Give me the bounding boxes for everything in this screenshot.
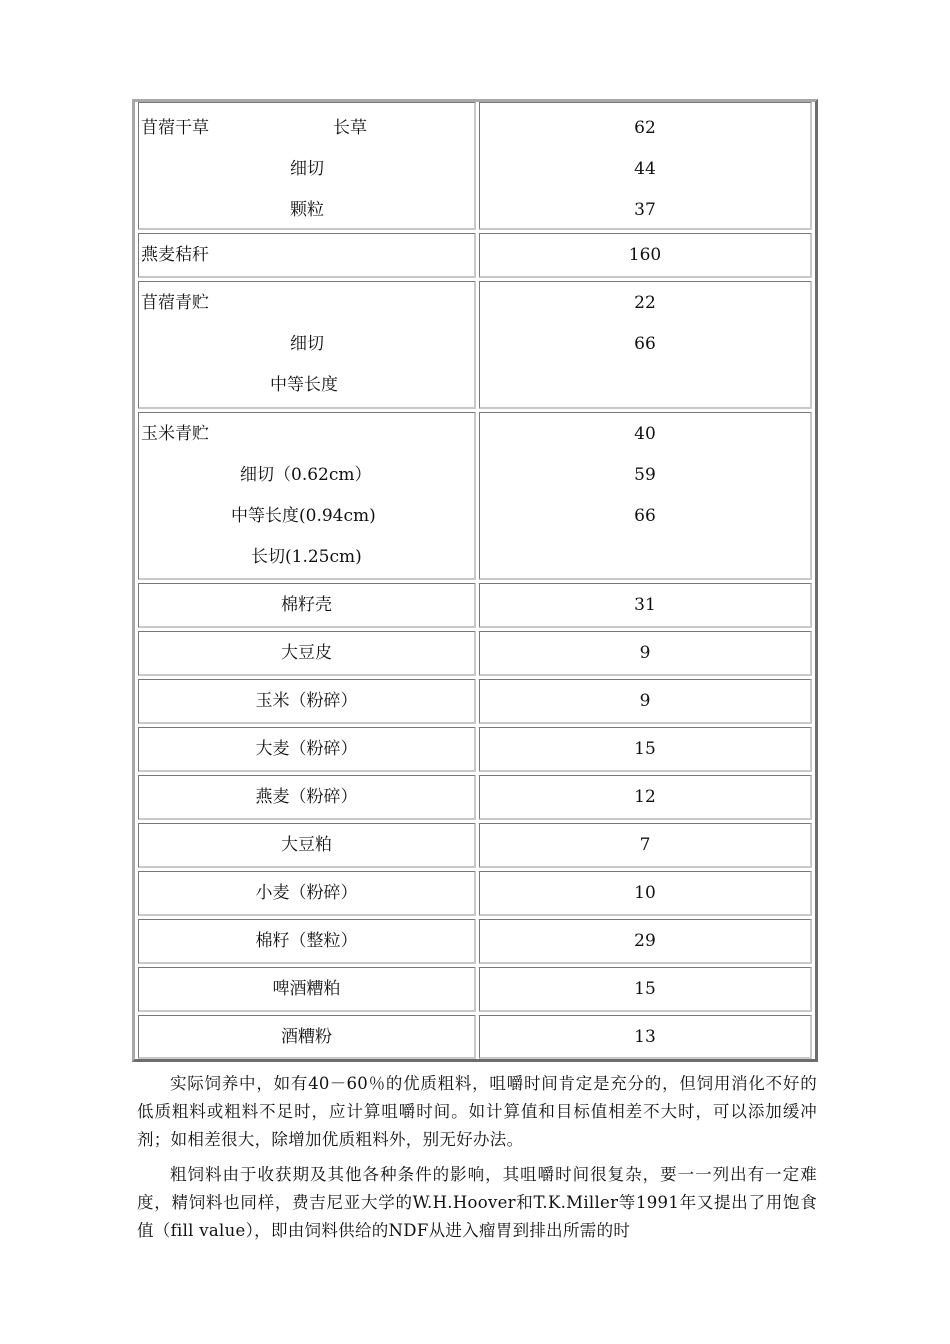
feed-name-cell	[138, 233, 476, 278]
feed-name: 酒糟粉	[281, 1027, 332, 1047]
feed-subtype: 细切	[290, 159, 324, 179]
feed-name: 玉米（粉碎）	[255, 691, 358, 711]
table-row	[138, 967, 812, 1012]
feed-name: 燕麦秸秆	[141, 245, 209, 265]
value-cell	[479, 233, 812, 278]
feed-name-cell	[138, 412, 476, 580]
feed-name: 玉米青贮	[141, 424, 209, 444]
feed-subtype: 长切(1.25cm)	[251, 547, 362, 567]
chewing-value: 9	[639, 691, 651, 711]
feed-subtype: 中等长度(0.94cm)	[231, 506, 376, 526]
feed-name: 燕麦（粉碎）	[255, 787, 358, 807]
feed-name: 啤酒糟粕	[272, 979, 341, 999]
chewing-value: 12	[634, 787, 656, 807]
table-row	[138, 631, 812, 676]
feed-name-cell	[138, 775, 476, 820]
feed-name-cell	[138, 967, 476, 1012]
feed-name: 苜蓿青贮	[141, 293, 209, 313]
feed-name: 小麦（粉碎）	[255, 883, 358, 903]
chewing-value: 37	[634, 200, 656, 220]
feed-name-cell	[138, 919, 476, 964]
chewing-value: 9	[639, 643, 651, 663]
value-cell	[479, 919, 812, 964]
table-row	[138, 583, 812, 628]
chewing-value: 44	[634, 159, 656, 179]
chewing-value: 59	[634, 465, 656, 485]
body-paragraph: 实际饲养中，如有40－60％的优质粗料，咀嚼时间肯定是充分的，但饲用消化不好的低质粗料或粗料不足时，应计算咀嚼时间。如计算值和目标值相差不大时，可以添加缓冲剂；如相差很大，除增加优质粗料外，别无好办法。	[137, 1074, 817, 1149]
table-row	[138, 1015, 812, 1059]
value-cell	[479, 281, 812, 409]
table-row	[138, 871, 812, 916]
feed-name: 棉籽（整粒）	[255, 931, 358, 951]
value-cell	[479, 1015, 812, 1059]
feed-name-cell	[138, 102, 476, 230]
feed-subtype: 长草	[333, 118, 367, 138]
table-row	[138, 281, 812, 409]
chewing-value: 66	[634, 334, 656, 354]
value-cell	[479, 727, 812, 772]
feed-subtype: 细切（0.62cm）	[240, 465, 372, 485]
feed-name-cell	[138, 281, 476, 409]
feed-name-cell	[138, 679, 476, 724]
feed-name: 大豆粕	[281, 835, 332, 855]
table-row	[138, 679, 812, 724]
feed-name: 大豆皮	[281, 643, 332, 663]
value-cell	[479, 412, 812, 580]
table-row	[138, 727, 812, 772]
table-row	[138, 412, 812, 580]
value-cell	[479, 871, 812, 916]
chewing-value: 15	[634, 739, 656, 759]
feed-name-cell	[138, 631, 476, 676]
feed-chewing-table	[132, 99, 818, 1062]
feed-name-cell	[138, 727, 476, 772]
feed-name-cell	[138, 823, 476, 868]
chewing-value: 160	[628, 245, 662, 265]
feed-name: 大麦（粉碎）	[255, 739, 358, 759]
feed-name: 棉籽壳	[281, 595, 332, 615]
body-paragraph: 粗饲料由于收获期及其他各种条件的影响，其咀嚼时间很复杂，要一一列出有一定难度，精饲料也同样，费吉尼亚大学的W.H.Hoover和T.K.Miller等1991年又提出了用饱食值（fill value），即由饲料供给的NDF从进入瘤胃到排出所需的时	[137, 1165, 817, 1240]
value-cell	[479, 967, 812, 1012]
feed-subtype: 中等长度	[270, 375, 338, 395]
table-row	[138, 823, 812, 868]
value-cell	[479, 102, 812, 230]
chewing-value: 13	[634, 1027, 656, 1047]
table-row	[138, 919, 812, 964]
chewing-value: 29	[634, 931, 656, 951]
feed-subtype: 颗粒	[290, 200, 324, 220]
chewing-value: 66	[634, 506, 656, 526]
table-row	[138, 102, 812, 230]
feed-name-cell	[138, 871, 476, 916]
chewing-value: 22	[634, 293, 656, 313]
value-cell	[479, 679, 812, 724]
value-cell	[479, 631, 812, 676]
chewing-value: 7	[639, 835, 651, 855]
chewing-value: 40	[634, 424, 656, 444]
chewing-value: 10	[634, 883, 656, 903]
chewing-value: 31	[634, 595, 656, 615]
feed-subtype: 细切	[290, 334, 324, 354]
table-row	[138, 233, 812, 278]
feed-name: 苜蓿干草	[141, 118, 209, 138]
feed-name-cell	[138, 583, 476, 628]
value-cell	[479, 775, 812, 820]
chewing-value: 15	[634, 979, 656, 999]
chewing-value: 62	[634, 118, 656, 138]
value-cell	[479, 583, 812, 628]
feed-name-cell	[138, 1015, 476, 1059]
value-cell	[479, 823, 812, 868]
table-row	[138, 775, 812, 820]
